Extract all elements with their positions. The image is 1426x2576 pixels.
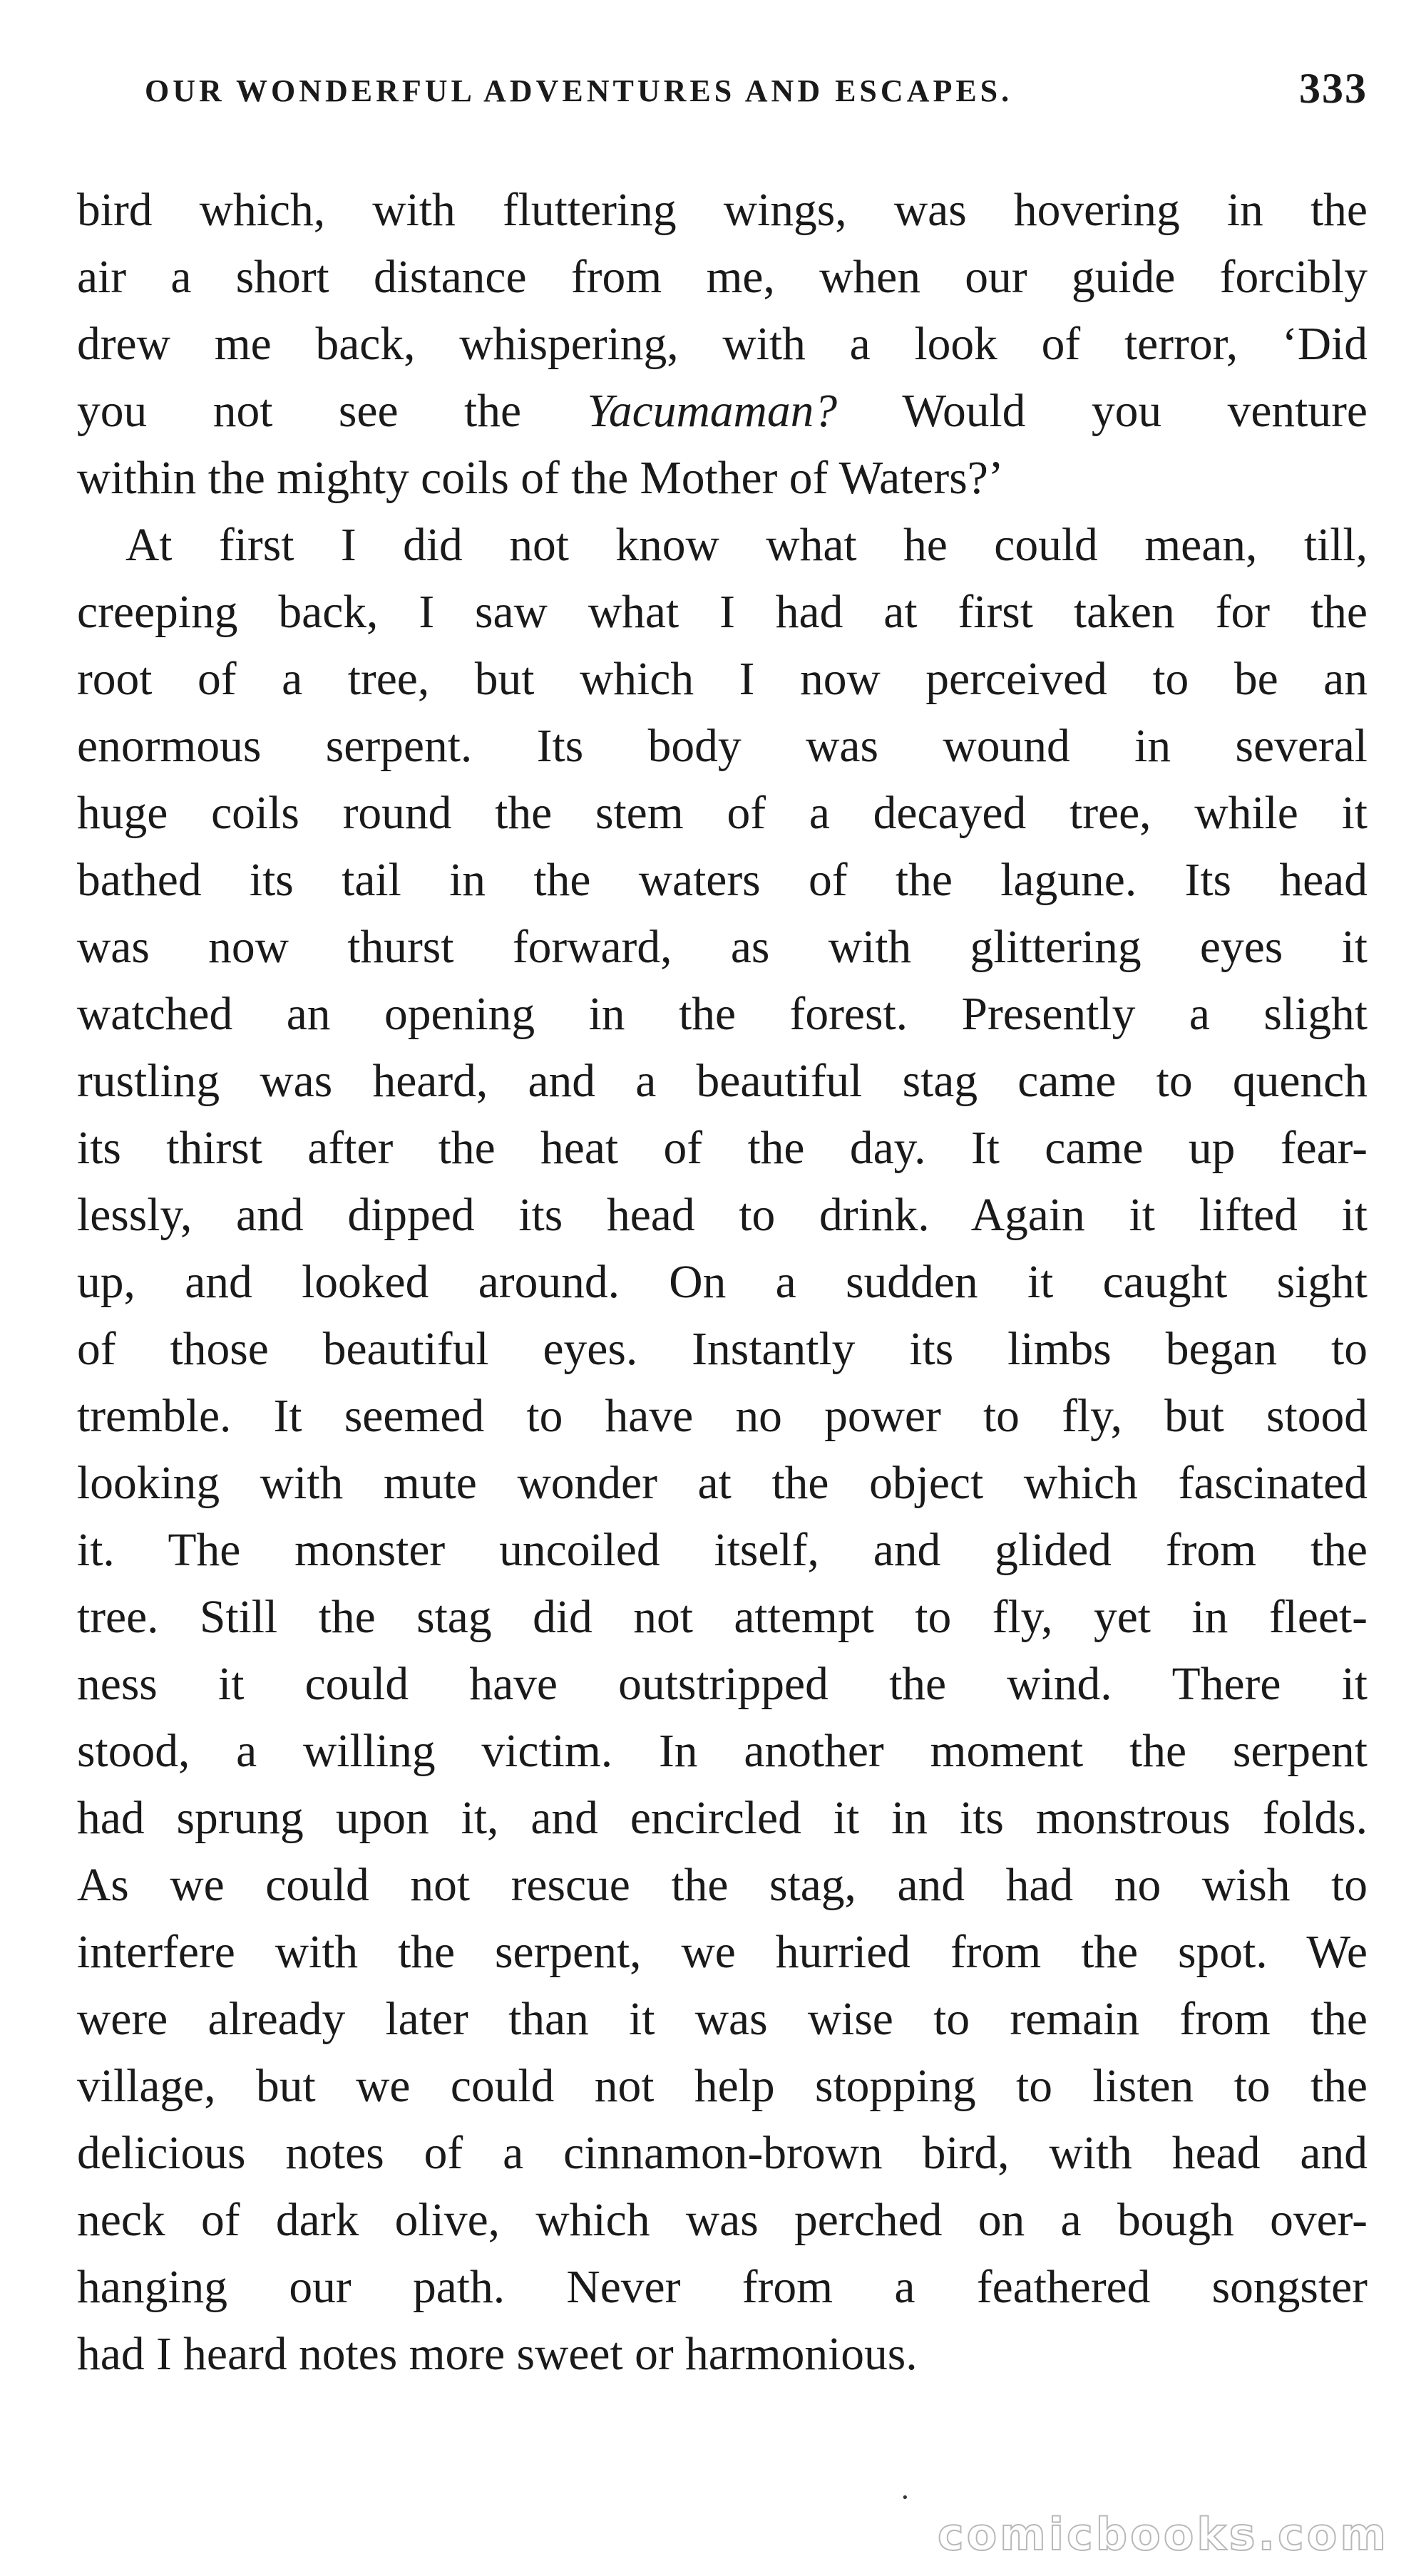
italic-term: Yacumaman? [587, 386, 838, 437]
text-line: hanging our path. Never from a feathered songster [77, 2262, 1368, 2313]
text-line: had I heard notes more sweet or harmonious. [77, 2329, 918, 2380]
page-header [77, 60, 1368, 124]
running-head: OUR WONDERFUL ADVENTURES AND ESCAPES. [145, 73, 1013, 108]
text-line: watched an opening in the forest. Presently a slight [77, 989, 1368, 1040]
text-line: village, but we could not help stopping to listen to the [77, 2061, 1368, 2112]
text-line: enormous serpent. Its body was wound in several [77, 721, 1368, 772]
text-line: lessly, and dipped its head to drink. Again it lifted it [77, 1190, 1368, 1241]
text-line: looking with mute wonder at the object which fascinated [77, 1458, 1368, 1509]
page-number: 333 [1299, 65, 1368, 112]
text-line: rustling was heard, and a beautiful stag came to quench [77, 1056, 1368, 1107]
text-line: drew me back, whispering, with a look of terror, ‘Did [77, 319, 1368, 370]
text-line: neck of dark olive, which was perched on a bough over- [77, 2195, 1368, 2246]
text-line: of those beautiful eyes. Instantly its limbs began to [77, 1324, 1368, 1375]
text-line: root of a tree, but which I now perceived to be an [77, 654, 1368, 705]
text-line: bird which, with fluttering wings, was hovering in the [77, 185, 1368, 236]
text-line: within the mighty coils of the Mother of Waters?’ [77, 453, 1004, 504]
paragraph-2 [77, 512, 1368, 2388]
text-line: At first I did not know what he could mean, till, [125, 520, 1368, 571]
text-line: As we could not rescue the stag, and had no wish to [77, 1860, 1368, 1911]
text-line: interfere with the serpent, we hurried from the spot. We [77, 1927, 1368, 1978]
text-line: air a short distance from me, when our guide forcibly [77, 252, 1368, 303]
text-line: ness it could have outstripped the wind. There it [77, 1659, 1368, 1710]
text-line: its thirst after the heat of the day. It came up fear- [77, 1123, 1368, 1174]
paragraph-1 [77, 177, 1368, 512]
text-line: stood, a willing victim. In another moment the serpent [77, 1726, 1368, 1777]
text-line: creeping back, I saw what I had at first taken for the [77, 587, 1368, 638]
text-line: up, and looked around. On a sudden it caught sight [77, 1257, 1368, 1308]
text-line: were already later than it was wise to remain from the [77, 1994, 1368, 2045]
text-line: delicious notes of a cinnamon-brown bird, with head and [77, 2128, 1368, 2179]
text-line: had sprung upon it, and encircled it in its monstrous folds. [77, 1793, 1368, 1844]
text-line: tree. Still the stag did not attempt to fly, yet in fleet- [77, 1592, 1368, 1643]
text-line: you not see the Yacumaman? Would you venture [77, 386, 1368, 437]
text-line: bathed its tail in the waters of the lagune. Its head [77, 855, 1368, 906]
watermark: comicbooks.com [937, 2508, 1389, 2560]
text-line: it. The monster uncoiled itself, and glided from the [77, 1525, 1368, 1576]
text-line: tremble. It seemed to have no power to fly, but stood [77, 1391, 1368, 1442]
text-line: huge coils round the stem of a decayed tree, while it [77, 788, 1368, 839]
printer-mark: · [900, 2480, 911, 2515]
body-text [77, 177, 1368, 2388]
text-line: was now thurst forward, as with glittering eyes it [77, 922, 1368, 973]
